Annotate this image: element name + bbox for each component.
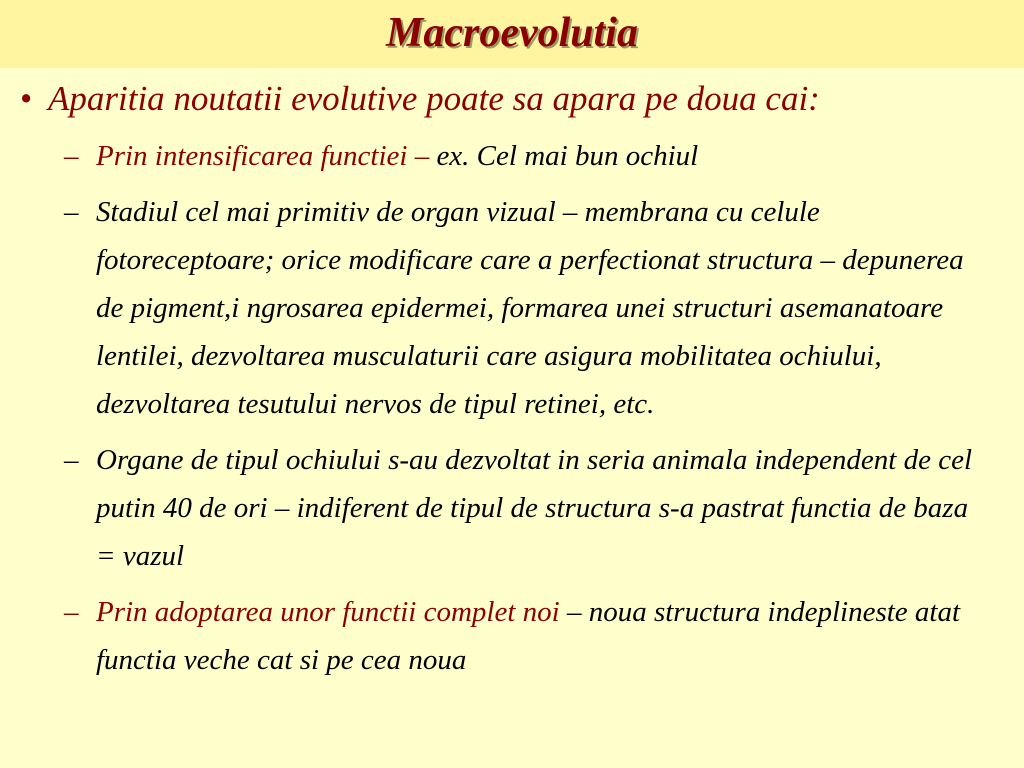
slide-content (0, 76, 1024, 684)
subitem-separator: – (407, 140, 437, 172)
subitem-dash: – (64, 196, 79, 228)
subitem-rest: ex. Cel mai bun ochiul (436, 140, 699, 172)
subitem-new-functions (0, 588, 1024, 684)
bullet-marker: • (20, 79, 33, 118)
main-bullet (0, 76, 1024, 122)
slide-title: Macroevolutia (386, 10, 638, 56)
subitem-dash: – (64, 444, 79, 476)
subitem-lead: Prin adoptarea unor functii complet noi (96, 596, 560, 628)
subitem-text: Stadiul cel mai primitiv de organ vizual – membrana cu celule fotoreceptoare; orice modificare care a perfectionat structura – depunerea de pigment,i ngrosarea epidermei, formarea unei structuri asemanatoare lentilei, dezvoltarea musculaturii care asigura mobilitatea ochiului, dezvoltarea tesutului nervos de tipul retinei, etc. (96, 196, 964, 420)
subitem-dash: – (64, 596, 79, 628)
subitem-primitive-stage (0, 188, 1024, 428)
main-bullet-text: Aparitia noutatii evolutive poate sa apara pe doua cai: (48, 79, 820, 118)
subitem-dash: – (64, 140, 79, 172)
subitem-lead: Prin intensificarea functiei (96, 140, 408, 172)
subitem-rest: noua structura indeplineste atat functia veche cat si pe cea noua (96, 596, 961, 676)
subitem-intensification (0, 132, 1024, 180)
subitem-eye-organs (0, 436, 1024, 580)
subitem-text: Organe de tipul ochiului s-au dezvoltat in seria animala independent de cel putin 40 de ori – indiferent de tipul de structura s-a pastrat functia de baza = vazul (96, 444, 973, 572)
subitem-separator: – (559, 596, 589, 628)
